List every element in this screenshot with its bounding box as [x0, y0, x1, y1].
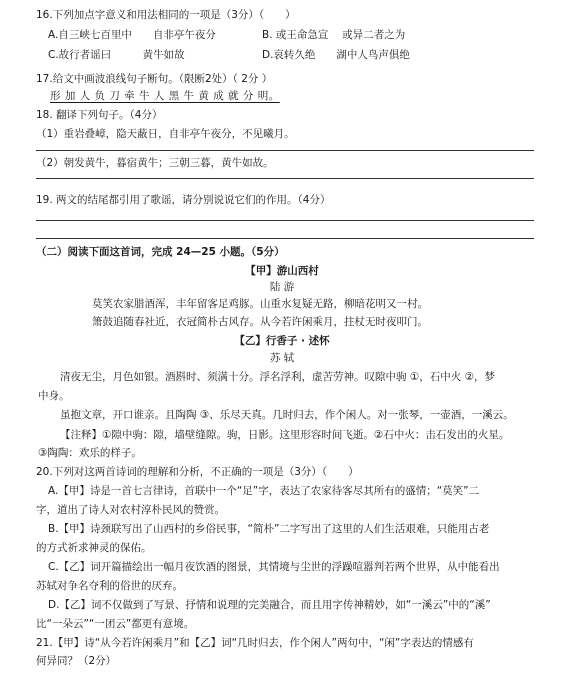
- poem2-author: 苏 轼: [269, 352, 295, 364]
- q16-option-a: A.自三峡七百里中 自非亭午夜分: [48, 29, 216, 41]
- answer-line: [36, 238, 534, 239]
- answer-line: [36, 220, 534, 221]
- q20-option-c-cont: 苏轼对争名夺利的俗世的厌弃。: [36, 580, 183, 592]
- q17-sentence: 形 加 人 负 刀 牵 牛 人 黑 牛 黄 成 就 分 明。: [50, 90, 280, 102]
- q16-option-d: D.哀转久绝 湖中人鸟声俱绝: [262, 49, 410, 61]
- q20-option-d: D.【乙】词不仅做到了写景、抒情和说理的完美融合，而且用字传神精妙，如“一溪云”中的“溪”: [48, 599, 491, 611]
- poem2-note-2: ③陶陶：欢乐的样子。: [38, 447, 142, 459]
- q21-stem-cont: 何异同？（2分）: [36, 655, 117, 667]
- q16-stem: 16.下列加点字意义和用法相同的一项是（3分）（ ）: [36, 9, 296, 21]
- q20-option-a: A.【甲】诗是一首七言律诗，首联中一个“足”字，表达了农家待客尽其所有的盛情；“莫笑”二: [48, 485, 480, 497]
- q19-stem: 19. 两文的结尾都引用了歌谣，请分别说说它们的作用。（4分）: [36, 194, 331, 206]
- poem2-note-1: 【注释】①隙中驹：隙，墙壁缝隙。驹，日影。这里形容时间飞逝。②石中火：击石发出的火星。: [60, 429, 510, 441]
- q21-stem: 21.【甲】诗“从今若许闲乘月”和【乙】词“几时归去，作个闲人”两句中，“闲”字表达的情感有: [36, 637, 474, 649]
- q18-stem: 18. 翻译下列句子。（4分）: [36, 109, 163, 121]
- poem2-title: 【乙】行香子 · 述怀: [234, 335, 330, 347]
- poem2-paragraph-1: 清夜无尘，月色如银。酒斟时、须满十分。浮名浮利，虚苦劳神。叹隙中驹 ①，石中火 ②，梦: [60, 371, 495, 383]
- q20-option-d-cont: 比“一朵云”“一团云”都更有意境。: [36, 618, 195, 630]
- q20-option-c: C.【乙】词开篇描绘出一幅月夜饮酒的图景，其情境与尘世的浮躁喧嚣判若两个世界，从中能看出: [48, 561, 500, 573]
- answer-line: [36, 178, 534, 179]
- q20-option-b: B.【甲】诗颈联写出了山西村的乡俗民事，“简朴”二字写出了这里的人们生活艰难，只能用古老: [48, 523, 490, 535]
- q18-sentence-2: （2）朝发黄牛，暮宿黄牛；三朝三暮，黄牛如故。: [36, 157, 274, 169]
- q20-option-a-cont: 字，道出了诗人对农村淳朴民风的赞赏。: [36, 504, 225, 516]
- q16-option-c: C.故行者谣曰 黄牛如故: [48, 49, 185, 61]
- section2-heading: （二）阅读下面这首词，完成 24—25 小题。（5分）: [36, 246, 285, 258]
- q20-option-b-cont: 的方式祈求神灵的保佑。: [36, 542, 152, 554]
- poem2-paragraph-2: 虽抱文章，开口谁亲。且陶陶 ③、乐尽天真。几时归去，作个闲人。对一张琴，一壶酒，一溪云。: [60, 409, 514, 421]
- q16-option-b: B. 或王命急宣 或异二者之为: [262, 29, 406, 41]
- poem2-paragraph-1-cont: 中身。: [38, 390, 70, 402]
- poem1-line-2: 箫鼓追随春社近，衣冠简朴古风存。从今若许闲乘月，拄杖无时夜叩门。: [92, 316, 428, 328]
- poem1-author: 陆 游: [269, 281, 295, 293]
- answer-line: [36, 150, 534, 151]
- q17-stem: 17.给文中画波浪线句子断句。（限断2处）（ 2分 ）: [36, 73, 273, 85]
- poem1-line-1: 莫笑农家腊酒浑，丰年留客足鸡豚。山重水复疑无路，柳暗花明又一村。: [92, 298, 428, 310]
- q20-stem: 20.下列对这两首诗词的理解和分析，不正确的一项是（3分）（ ）: [36, 466, 359, 478]
- poem1-title: 【甲】游山西村: [245, 265, 319, 277]
- q18-sentence-1: （1）重岩叠嶂，隐天蔽日，自非亭午夜分，不见曦月。: [36, 128, 295, 140]
